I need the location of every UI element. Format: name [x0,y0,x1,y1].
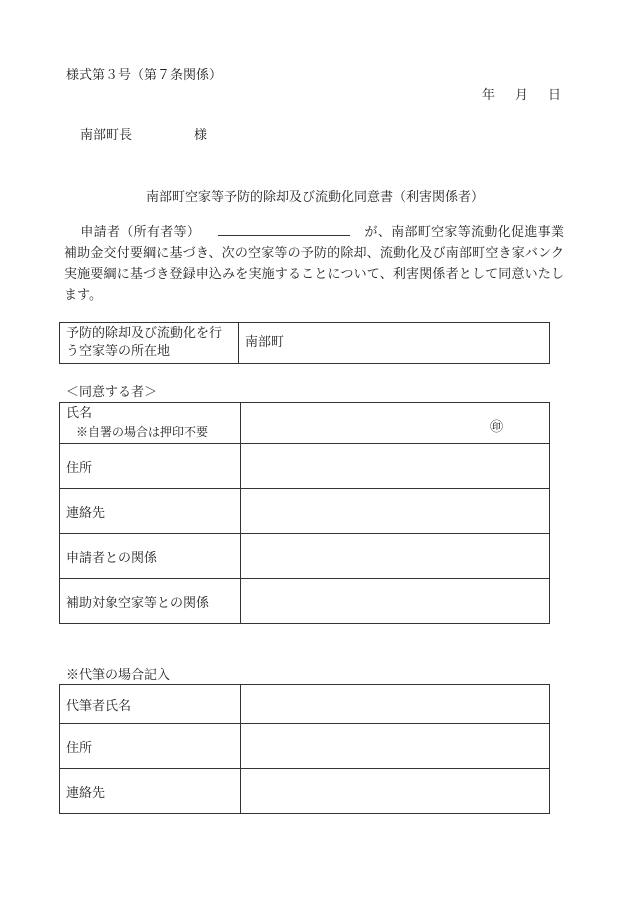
date-day: 日 [548,88,562,103]
property-label-line2: う空家等の所在地 [66,344,171,359]
proxy-name-field[interactable] [241,685,550,724]
form-number: 様式第３号（第７条関係） [66,68,223,83]
consenter-table [59,402,550,624]
consent-statement [64,222,564,306]
name-note: ※自署の場合は押印不要 [76,425,209,439]
contact-label: 連絡先 [60,489,241,534]
document-title: 南部町空家等予防的除却及び流動化同意書（利害関係者） [145,190,484,205]
relation-applicant-field[interactable] [241,534,550,579]
name-field[interactable] [241,403,550,444]
property-label [60,323,239,364]
consent-body: が、南部町空家等流動化促進事業補助金交付要綱に基づき、次の空家等の予防的除却、流動化及び南部町空き家バンク実施要綱に基づき登録申込みを実施することについて、利害関係者として同意いたします。 [64,225,564,303]
property-table [59,322,550,364]
proxy-contact-label: 連絡先 [60,769,241,814]
date-month: 月 [515,88,529,103]
proxy-address-field[interactable] [241,724,550,769]
relation-applicant-label: 申請者との関係 [60,534,241,579]
seal-mark: ㊞ [489,420,503,435]
date-year: 年 [482,88,496,103]
applicant-name-blank[interactable] [218,223,350,236]
proxy-section-heading: ※代筆の場合記入 [66,668,171,683]
addressee-honorific: 様 [194,128,208,143]
proxy-contact-field[interactable] [241,769,550,814]
addressee-name: 南部町長 [80,128,133,143]
consent-lead: 申請者（所有者等） [80,225,201,240]
address-label: 住所 [60,444,241,489]
relation-property-label: 補助対象空家等との関係 [60,579,241,624]
property-location-value[interactable]: 南部町 [239,323,550,364]
date-line [482,84,561,103]
proxy-address-label: 住所 [60,724,241,769]
proxy-table [59,684,550,814]
name-label-cell [60,403,241,444]
proxy-name-label: 代筆者氏名 [60,685,241,724]
relation-property-field[interactable] [241,579,550,624]
address-field[interactable] [241,444,550,489]
agree-section-heading: ＜同意する者＞ [66,385,158,400]
addressee [80,124,207,143]
property-label-line1: 予防的除却及び流動化を行 [66,326,223,341]
contact-field[interactable] [241,489,550,534]
name-label: 氏名 [66,406,93,421]
